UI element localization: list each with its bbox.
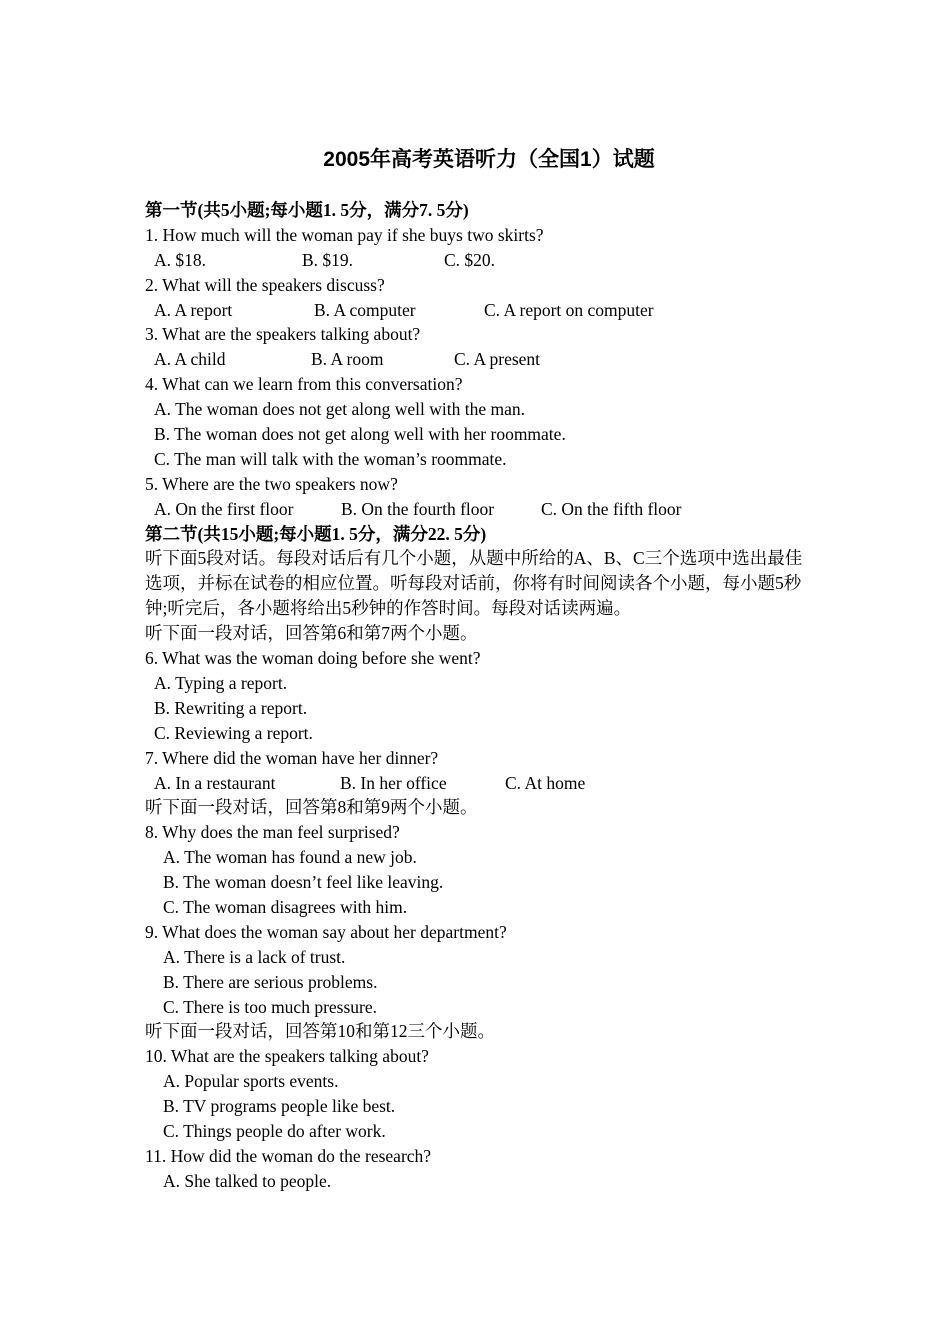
option-b: B. TV programs people like best. [163, 1096, 396, 1117]
question-7-options [145, 771, 810, 796]
question-5: 5. Where are the two speakers now? [145, 473, 398, 494]
option-a: A. $18. [154, 249, 207, 270]
question-2: 2. What will the speakers discuss? [145, 274, 385, 295]
option-a: A. The woman has found a new job. [163, 847, 417, 868]
option-a: A. She talked to people. [163, 1170, 332, 1191]
option-a: A. A report [154, 299, 233, 320]
question-1: 1. How much will the woman pay if she buys two skirts? [145, 224, 544, 245]
option-b: B. A computer [314, 299, 416, 320]
dialog-instruction-2: 听下面一段对话，回答第8和第9两个小题。 [145, 797, 478, 818]
dialog-instruction-1: 听下面一段对话，回答第6和第7两个小题。 [145, 623, 478, 644]
option-a: A. The woman does not get along well with the man. [154, 399, 525, 420]
option-b: B. $19. [302, 249, 354, 270]
option-b: B. There are serious problems. [163, 971, 378, 992]
question-10: 10. What are the speakers talking about? [145, 1046, 429, 1067]
option-a: A. On the first floor [154, 498, 294, 519]
option-c: C. The woman disagrees with him. [163, 896, 408, 917]
question-5-options [145, 497, 810, 522]
question-7: 7. Where did the woman have her dinner? [145, 747, 439, 768]
section2-instructions: 听下面5段对话。每段对话后有几个小题，从题中所给的A、B、C三个选项中选出最佳选项，并标在试卷的相应位置。听每段对话前，你将有时间阅读各个小题，每小题5秒钟;听完后，各小题将给出5秒钟的作答时间。每段对话读两遍。 [145, 548, 803, 619]
option-c: C. At home [505, 772, 586, 793]
question-11: 11. How did the woman do the research? [145, 1145, 432, 1166]
option-c: C. $20. [444, 249, 496, 270]
section2-heading: 第二节(共15小题;每小题1. 5分，满分22. 5分) [145, 523, 487, 544]
question-3-options [145, 347, 810, 372]
option-a: A. Popular sports events. [163, 1071, 339, 1092]
exam-content [145, 198, 810, 1194]
question-2-options [145, 298, 810, 323]
question-1-options [145, 248, 810, 273]
option-c: C. The man will talk with the woman’s roommate. [154, 448, 507, 469]
page-title: 2005年高考英语听力（全国1）试题 [323, 148, 655, 171]
option-a: A. In a restaurant [154, 772, 276, 793]
option-c: C. A report on computer [484, 299, 654, 320]
option-c: C. On the fifth floor [541, 498, 682, 519]
option-c: C. A present [454, 349, 541, 370]
section1-heading: 第一节(共5小题;每小题1. 5分，满分7. 5分) [145, 200, 469, 220]
option-c: C. Things people do after work. [163, 1121, 386, 1141]
option-a: A. There is a lack of trust. [163, 946, 346, 967]
option-b: B. A room [311, 349, 384, 370]
question-4: 4. What can we learn from this conversation? [145, 374, 463, 395]
option-b: B. On the fourth floor [341, 498, 495, 519]
option-b: B. In her office [340, 772, 447, 793]
option-b: B. Rewriting a report. [154, 697, 308, 718]
option-a: A. A child [154, 349, 226, 370]
option-b: B. The woman does not get along well with her roommate. [154, 424, 566, 445]
option-c: C. There is too much pressure. [163, 996, 378, 1017]
option-b: B. The woman doesn’t feel like leaving. [163, 872, 444, 893]
option-a: A. Typing a report. [154, 672, 288, 693]
question-6: 6. What was the woman doing before she went? [145, 648, 481, 669]
question-8: 8. Why does the man feel surprised? [145, 822, 400, 843]
dialog-instruction-3: 听下面一段对话，回答第10和第12三个小题。 [145, 1021, 495, 1042]
question-3: 3. What are the speakers talking about? [145, 324, 421, 345]
question-9: 9. What does the woman say about her department? [145, 921, 507, 942]
option-c: C. Reviewing a report. [154, 722, 313, 743]
